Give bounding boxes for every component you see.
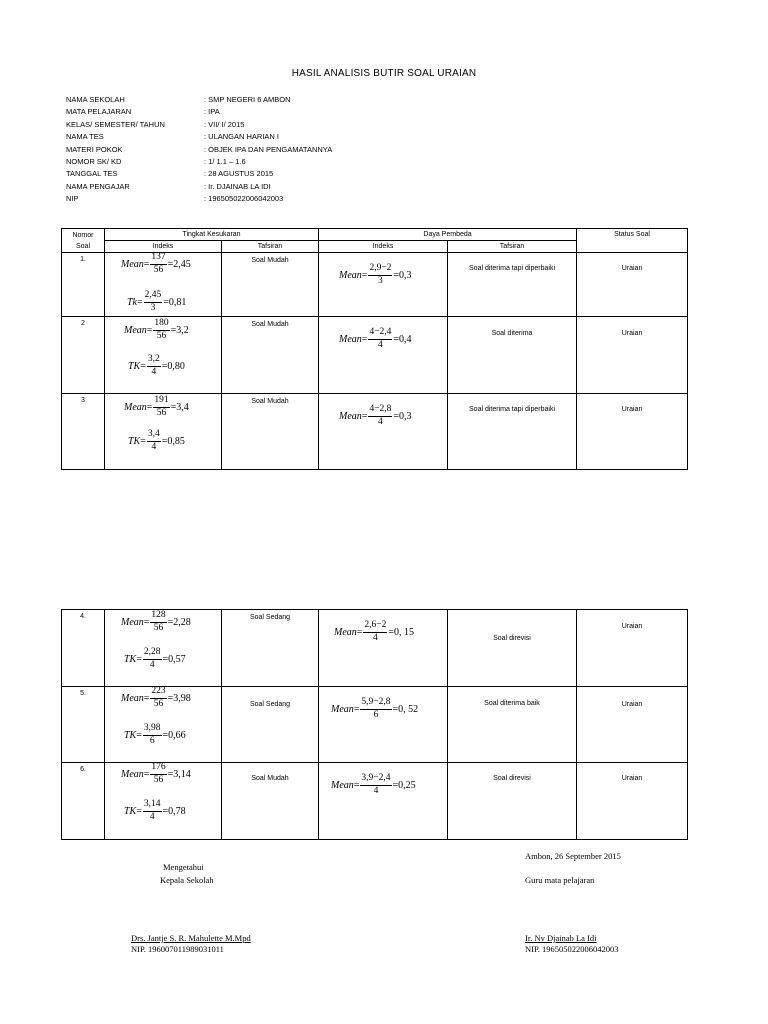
denominator: 4 bbox=[378, 339, 383, 350]
formula-lhs: Mean bbox=[124, 401, 147, 413]
fraction bbox=[368, 405, 392, 427]
formula-lhs: TK bbox=[124, 805, 137, 817]
info-value: : OBJEK IPA DAN PENGAMATANNYA bbox=[204, 144, 333, 154]
info-row bbox=[66, 144, 332, 156]
dp-tafsiran: Soal diterima bbox=[448, 317, 577, 394]
header-nomor-soal bbox=[62, 229, 105, 253]
row-number: 1. bbox=[62, 253, 105, 317]
formula-lhs: Mean bbox=[334, 626, 357, 638]
fraction bbox=[360, 698, 391, 720]
equals-sign: = bbox=[361, 269, 368, 281]
numerator: 3,98 bbox=[143, 724, 162, 736]
row-number: 4. bbox=[62, 610, 105, 687]
info-row bbox=[66, 131, 332, 143]
mengetahui-label: Mengetahui bbox=[163, 862, 204, 872]
equals-sign: = bbox=[356, 626, 363, 638]
status-soal: Uraian bbox=[577, 687, 688, 763]
fraction bbox=[147, 355, 161, 377]
formula-lhs: Mean bbox=[121, 768, 144, 780]
info-label: NAMA SEKOLAH bbox=[66, 95, 125, 104]
formula-lhs: Mean bbox=[121, 258, 144, 270]
denominator: 6 bbox=[373, 709, 379, 720]
tk-formula bbox=[128, 430, 185, 452]
numerator: 223 bbox=[150, 687, 166, 699]
mean-formula bbox=[121, 763, 191, 785]
info-row bbox=[66, 119, 332, 131]
equals-sign: = bbox=[146, 401, 153, 413]
dp-index-cell bbox=[319, 610, 448, 687]
tk-formula bbox=[127, 291, 186, 313]
equals-sign: = bbox=[143, 616, 150, 628]
result: =3,4 bbox=[170, 401, 189, 413]
dp-index-cell bbox=[319, 394, 448, 470]
fraction bbox=[360, 774, 391, 796]
denominator: 56 bbox=[153, 622, 164, 633]
info-row bbox=[66, 156, 332, 168]
fraction bbox=[150, 611, 166, 633]
mean-formula bbox=[121, 611, 191, 633]
tk-index-cell bbox=[105, 687, 222, 763]
info-label: KELAS/ SEMESTER/ TAHUN bbox=[66, 119, 165, 129]
equals-sign: = bbox=[146, 324, 153, 336]
result: =2,45 bbox=[167, 258, 191, 270]
dp-formula bbox=[339, 264, 412, 286]
info-label: NAMA TES bbox=[66, 132, 104, 142]
equals-sign: = bbox=[136, 805, 142, 817]
tk-tafsiran: Soal Mudah bbox=[222, 253, 319, 317]
guru-label: Guru mata pelajaran bbox=[525, 875, 595, 885]
equals-sign: = bbox=[137, 296, 143, 308]
info-row bbox=[66, 193, 332, 205]
tk-index-cell bbox=[105, 763, 222, 840]
table-row bbox=[62, 763, 688, 840]
equals-sign: = bbox=[136, 729, 142, 741]
result: =0,25 bbox=[392, 779, 416, 791]
numerator: 2,9−2 bbox=[368, 264, 392, 276]
header-tafsiran-dp: Tafsiran bbox=[448, 241, 577, 253]
dp-formula bbox=[331, 774, 416, 796]
denominator: 4 bbox=[151, 366, 157, 377]
equals-sign: = bbox=[143, 692, 150, 704]
formula-lhs: TK bbox=[128, 435, 141, 447]
numerator: 3,14 bbox=[143, 800, 162, 812]
dp-formula bbox=[334, 621, 414, 643]
info-value: : ULANGAN HARIAN I bbox=[204, 132, 280, 142]
numerator: 2,28 bbox=[143, 648, 162, 660]
status-soal: Uraian bbox=[577, 253, 688, 317]
teacher-nip: NIP. 196505022006042003 bbox=[525, 944, 619, 954]
numerator: 3,4 bbox=[147, 430, 161, 442]
principal-name: Drs. Jantje S. R. Mahulette M.Mpd bbox=[131, 933, 251, 943]
result: =0,80 bbox=[161, 360, 185, 372]
numerator: 4−2,8 bbox=[368, 405, 392, 417]
info-label: MATA PELAJARAN bbox=[66, 107, 132, 117]
denominator: 56 bbox=[153, 698, 164, 709]
dp-index-cell bbox=[319, 687, 448, 763]
denominator: 4 bbox=[149, 659, 155, 670]
denominator: 56 bbox=[153, 264, 164, 275]
formula-lhs: TK bbox=[124, 729, 137, 741]
mean-formula bbox=[124, 396, 189, 418]
result: =0,4 bbox=[393, 333, 412, 345]
fraction bbox=[143, 724, 162, 746]
header-tingkat-kesukaran: Tingkat Kesukaran bbox=[105, 229, 319, 241]
info-label: MATERI POKOK bbox=[66, 144, 123, 154]
formula-lhs: Mean bbox=[121, 692, 144, 704]
numerator: 4−2,4 bbox=[368, 328, 392, 340]
tk-formula bbox=[124, 724, 186, 746]
info-value: : Ir. DJAINAB LA IDI bbox=[204, 181, 271, 191]
mean-formula bbox=[121, 687, 191, 709]
info-row bbox=[66, 168, 332, 180]
denominator: 4 bbox=[151, 441, 157, 452]
header-indeks-dp: Indeks bbox=[319, 241, 448, 253]
result: =2,28 bbox=[167, 616, 191, 628]
equals-sign: = bbox=[140, 435, 146, 447]
info-value: : IPA bbox=[204, 107, 220, 117]
result: =0,3 bbox=[393, 269, 412, 281]
denominator: 56 bbox=[156, 330, 167, 341]
analysis-table-bottom bbox=[61, 609, 688, 840]
numerator: 128 bbox=[150, 611, 166, 623]
dp-tafsiran: Soal diterima tapi diperbaiki bbox=[448, 253, 577, 317]
numerator: 180 bbox=[153, 319, 169, 331]
info-value: : 28 AGUSTUS 2015 bbox=[204, 169, 274, 179]
header-status-soal bbox=[577, 229, 688, 253]
fraction bbox=[150, 253, 166, 275]
denominator: 6 bbox=[149, 735, 155, 746]
header-tafsiran: Tafsiran bbox=[222, 241, 319, 253]
tk-formula bbox=[124, 648, 186, 670]
numerator: 3,9−2,4 bbox=[360, 774, 391, 786]
formula-lhs: TK bbox=[128, 360, 141, 372]
info-label: NIP bbox=[66, 194, 79, 204]
fraction bbox=[368, 328, 392, 350]
formula-lhs: Tk bbox=[127, 296, 137, 308]
result: =0,3 bbox=[393, 410, 412, 422]
result: =0,66 bbox=[162, 729, 186, 741]
equals-sign: = bbox=[353, 779, 360, 791]
fraction bbox=[153, 319, 169, 341]
formula-lhs: Mean bbox=[121, 616, 144, 628]
info-value: : SMP NEGERI 6 AMBON bbox=[204, 95, 291, 104]
teacher-name: Ir. Nv Djainab La Idi bbox=[525, 933, 597, 943]
header-nomor: Nomor bbox=[72, 231, 94, 239]
tk-tafsiran: Soal Mudah bbox=[222, 763, 319, 840]
row-number: 6. bbox=[62, 763, 105, 840]
info-row bbox=[66, 106, 332, 118]
tk-tafsiran: Soal Mudah bbox=[222, 317, 319, 394]
dp-formula bbox=[339, 405, 412, 427]
tk-tafsiran: Soal Sedang bbox=[222, 610, 319, 687]
equals-sign: = bbox=[353, 703, 360, 715]
status-soal: Uraian bbox=[577, 394, 688, 470]
tk-index-cell bbox=[105, 253, 222, 317]
fraction bbox=[143, 800, 162, 822]
equals-sign: = bbox=[361, 333, 368, 345]
dp-tafsiran: Soal diterima baik bbox=[448, 687, 577, 763]
fraction bbox=[144, 291, 163, 313]
row-number: 3 bbox=[62, 394, 105, 470]
denominator: 4 bbox=[149, 811, 155, 822]
mean-formula bbox=[121, 253, 191, 275]
tk-tafsiran: Soal Sedang bbox=[222, 687, 319, 763]
numerator: 2,45 bbox=[144, 291, 163, 303]
result: =3,2 bbox=[170, 324, 189, 336]
result: =0,78 bbox=[162, 805, 186, 817]
formula-lhs: TK bbox=[124, 653, 137, 665]
tk-formula bbox=[124, 800, 186, 822]
fraction bbox=[143, 648, 162, 670]
denominator: 4 bbox=[378, 416, 383, 427]
place-date: Ambon, 26 September 2015 bbox=[525, 851, 621, 861]
mean-formula bbox=[124, 319, 189, 341]
formula-lhs: Mean bbox=[124, 324, 147, 336]
result: =0,85 bbox=[161, 435, 185, 447]
info-value: : VII/ I/ 2015 bbox=[204, 119, 245, 129]
tk-index-cell bbox=[105, 317, 222, 394]
status-soal: Uraian bbox=[577, 763, 688, 840]
dp-formula bbox=[339, 328, 412, 350]
principal-nip: NIP. 196007011989031011 bbox=[131, 944, 224, 954]
row-number: 5. bbox=[62, 687, 105, 763]
formula-lhs: Mean bbox=[331, 703, 354, 715]
equals-sign: = bbox=[143, 768, 150, 780]
fraction bbox=[363, 621, 387, 643]
denominator: 56 bbox=[156, 407, 167, 418]
info-label: NAMA PENGAJAR bbox=[66, 181, 130, 191]
dp-tafsiran: Soal direvisi bbox=[448, 763, 577, 840]
info-label: NOMOR SK/ KD bbox=[66, 157, 122, 167]
header-indeks: Indeks bbox=[105, 241, 222, 253]
equals-sign: = bbox=[143, 258, 150, 270]
denominator: 3 bbox=[150, 302, 156, 313]
denominator: 4 bbox=[373, 632, 378, 643]
header-status-label: Status Soal bbox=[614, 231, 650, 238]
dp-tafsiran: Soal diterima tapi diperbaiki bbox=[448, 394, 577, 470]
result: =3,98 bbox=[167, 692, 191, 704]
numerator: 191 bbox=[153, 396, 169, 408]
result: =0,57 bbox=[162, 653, 186, 665]
tk-index-cell bbox=[105, 394, 222, 470]
result: =3,14 bbox=[167, 768, 191, 780]
fraction bbox=[153, 396, 169, 418]
numerator: 2,6−2 bbox=[363, 621, 387, 633]
row-number: 2 bbox=[62, 317, 105, 394]
kepala-sekolah-label: Kepala Sekolah bbox=[160, 875, 214, 885]
dp-tafsiran: Soal direvisi bbox=[448, 610, 577, 687]
fraction bbox=[150, 687, 166, 709]
header-soal: Soal bbox=[75, 242, 90, 250]
status-soal: Uraian bbox=[577, 610, 688, 687]
table-row bbox=[62, 317, 688, 394]
numerator: 3,2 bbox=[147, 355, 161, 367]
info-block bbox=[66, 94, 332, 206]
numerator: 5,9−2,8 bbox=[360, 698, 391, 710]
numerator: 176 bbox=[150, 763, 166, 775]
result: =0, 15 bbox=[388, 626, 415, 638]
fraction bbox=[368, 264, 392, 286]
equals-sign: = bbox=[136, 653, 142, 665]
fraction bbox=[147, 430, 161, 452]
result: =0, 52 bbox=[392, 703, 419, 715]
equals-sign: = bbox=[361, 410, 368, 422]
fraction bbox=[150, 763, 166, 785]
analysis-table-top bbox=[61, 228, 688, 470]
dp-index-cell bbox=[319, 317, 448, 394]
header-daya-pembeda: Daya Pembeda bbox=[319, 229, 577, 241]
status-soal: Uraian bbox=[577, 317, 688, 394]
table-row bbox=[62, 253, 688, 317]
formula-lhs: Mean bbox=[339, 269, 362, 281]
dp-formula bbox=[331, 698, 418, 720]
dp-index-cell bbox=[319, 253, 448, 317]
page-title: HASIL ANALISIS BUTIR SOAL URAIAN bbox=[291, 68, 477, 79]
denominator: 56 bbox=[153, 774, 164, 785]
formula-lhs: Mean bbox=[331, 779, 354, 791]
result: =0,81 bbox=[163, 296, 187, 308]
tk-tafsiran: Soal Mudah bbox=[222, 394, 319, 470]
table-row bbox=[62, 687, 688, 763]
tk-index-cell bbox=[105, 610, 222, 687]
denominator: 4 bbox=[373, 785, 379, 796]
denominator: 3 bbox=[378, 275, 383, 286]
numerator: 137 bbox=[150, 253, 166, 265]
equals-sign: = bbox=[140, 360, 146, 372]
formula-lhs: Mean bbox=[339, 410, 362, 422]
tk-formula bbox=[128, 355, 185, 377]
dp-index-cell bbox=[319, 763, 448, 840]
info-value: : 196505022006042003 bbox=[204, 194, 284, 204]
info-label: TANGGAL TES bbox=[66, 169, 118, 179]
info-row bbox=[66, 181, 332, 193]
info-value: : 1/ 1.1 – 1.6 bbox=[204, 157, 246, 167]
info-row bbox=[66, 94, 332, 106]
table-row bbox=[62, 610, 688, 687]
table-row bbox=[62, 394, 688, 470]
formula-lhs: Mean bbox=[339, 333, 362, 345]
